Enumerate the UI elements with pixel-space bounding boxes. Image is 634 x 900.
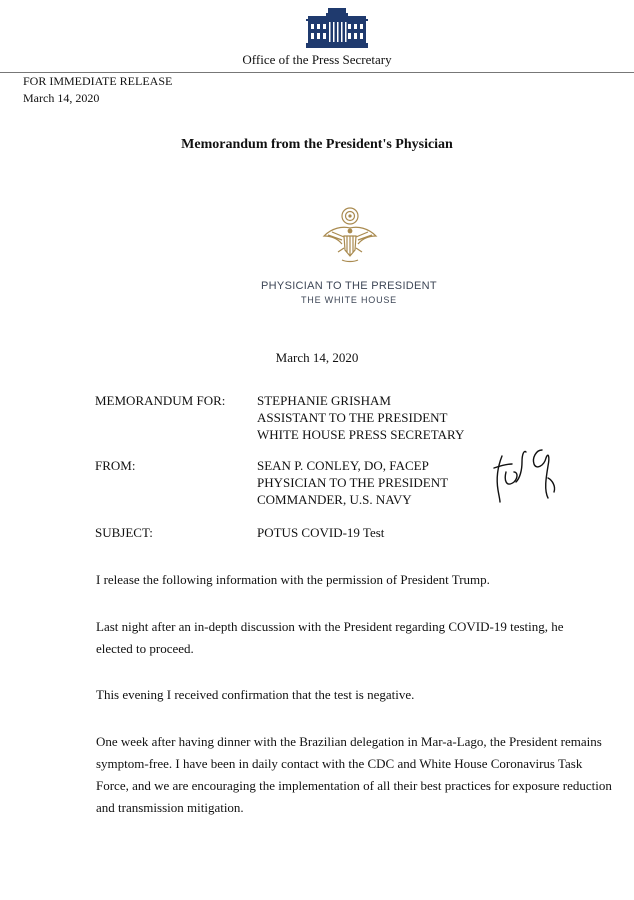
memo-subject-label: SUBJECT: (95, 525, 153, 540)
body-paragraph: This evening I received confirmation that the test is negative. (96, 687, 415, 702)
memo-from-label: FROM: (95, 458, 136, 473)
recipient-line: ASSISTANT TO THE PRESIDENT (257, 410, 448, 425)
recipient-line: WHITE HOUSE PRESS SECRETARY (257, 427, 465, 442)
sender-line: SEAN P. CONLEY, DO, FACEP (257, 458, 429, 473)
memo-for-recipient (257, 392, 464, 443)
body-paragraph: I release the following information with the permission of President Trump. (96, 572, 490, 587)
sender-line: COMMANDER, U.S. NAVY (257, 492, 412, 507)
letterhead-subtitle: THE WHITE HOUSE (300, 295, 397, 305)
body-paragraph: Last night after an in-depth discussion with the President regarding COVID-19 testing, he elected to proceed. (96, 619, 564, 656)
memo-for-label: MEMORANDUM FOR: (95, 393, 226, 408)
memo-date: March 14, 2020 (275, 350, 359, 365)
sender-line: PHYSICIAN TO THE PRESIDENT (257, 475, 449, 490)
signature-icon (488, 442, 568, 504)
white-house-logo-icon (306, 8, 368, 48)
release-label: FOR IMMEDIATE RELEASE (23, 74, 173, 88)
recipient-line: STEPHANIE GRISHAM (257, 393, 391, 408)
memo-subject: POTUS COVID-19 Test (257, 525, 385, 540)
body-paragraph: One week after having dinner with the Brazilian delegation in Mar-a-Lago, the President remains symptom-free. I have been in daily contact with the CDC and White House Coronavirus Task Force, and we are encouraging the implementation of all their best practices for exposure reduction and transmission mitigation. (96, 734, 612, 815)
office-title: Office of the Press Secretary (242, 52, 392, 67)
memo-from-sender (257, 457, 448, 508)
document-title: Memorandum from the President's Physician (181, 137, 453, 152)
letterhead-title: PHYSICIAN TO THE PRESIDENT (261, 280, 437, 292)
release-info (23, 73, 172, 107)
release-date: March 14, 2020 (23, 91, 100, 105)
presidential-seal-icon (320, 206, 380, 266)
